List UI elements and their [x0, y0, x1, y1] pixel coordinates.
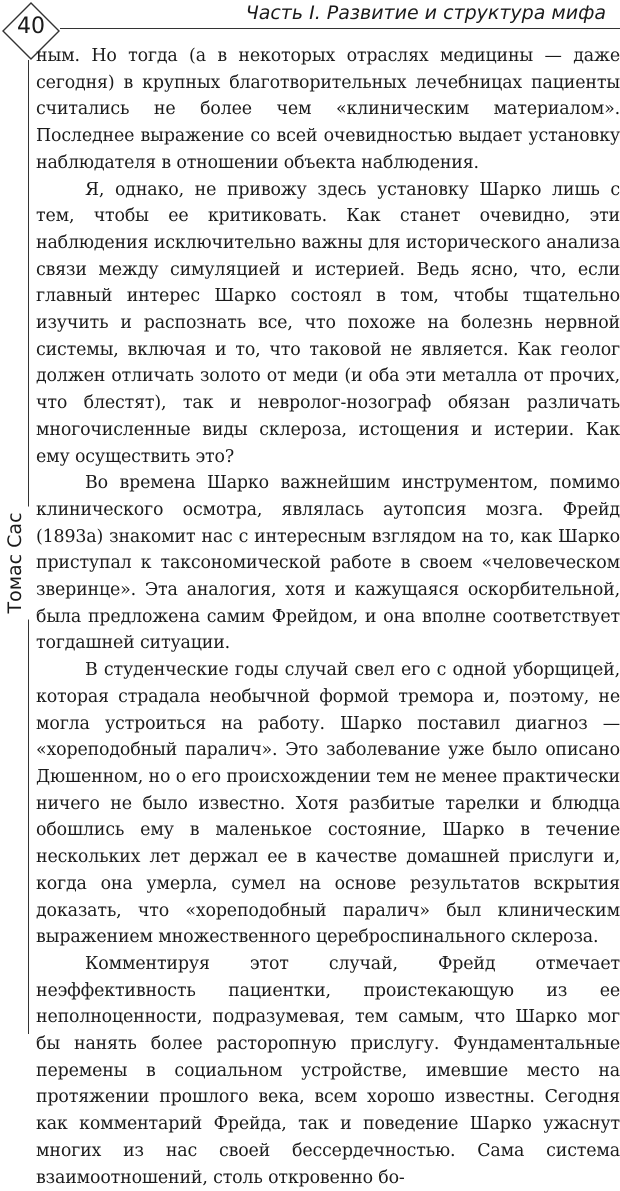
running-header: Часть I. Развитие и структура мифа — [60, 0, 620, 29]
author-sidebar-label: Томас Сас — [0, 506, 30, 619]
paragraph: Во времена Шарко важнейшим инструментом, помимо клинического осмотра, являлась аутопсия мозга. Фрейд (1893а) знакомит нас с интересным взглядом на то, как Шарко приступал к таксономической работе в своем «человеческом зверинце». Эта аналогия, хотя и кажущаяся оскорбительной, была предложена самим Фрейдом, и она вполне соответствует тогдашней ситуации. — [36, 473, 620, 654]
paragraph: Я, однако, не привожу здесь установку Шарко лишь с тем, чтобы ее критиковать. Как станет очевидно, эти наблюдения исключительно важны для исторического анализа связи между симуляцией и истерией. Ведь ясно, что, если главный интерес Шарко состоял в том, чтобы тщательно изучить и распознать все, что похоже на болезнь нервной системы, включая и то, что таковой не является. Как геолог должен отличать золото от меди (и оба эти металла от прочих, что блестят), так и невролог-нозограф обязан различать многочисленные виды склероза, истощения и истерии. Как ему осуществить это? — [36, 179, 620, 467]
paragraph: В студенческие годы случай свел его с одной уборщицей, которая страдала необычной формой тремора и, поэтому, не могла устроиться на работу. Шарко поставил диагноз — «хореподобный паралич». Это заболевание уже было описано Дюшенном, но о его происхождении тем не менее практически ничего не было известно. Хотя разбитые тарелки и блюдца обошлись ему в маленькое состояние, Шарко в течение нескольких лет держал ее в качестве домашней прислуги и, когда она умерла, сумел на основе результатов вскрытия доказать, что «хореподобный паралич» был клиническим выражением множественного цереброспинального склероза. — [36, 660, 620, 948]
paragraph: Комментируя этот случай, Фрейд отмечает неэффективность пациентки, проистекающую из ее неполноценности, подразумевая, тем самым, что Шарко мог бы нанять более расторопную прислугу. Фундаментальные перемены в социальном устройстве, имевшие место на протяжении прошлого века, всем хорошо известны. Сегодня как комментарий Фрейда, так и поведение Шарко ужаснут многих из нас своей бессердечностью. Сама система взаимоотношений, столь откровенно бо- — [36, 953, 620, 1188]
body-text — [36, 43, 620, 1191]
page-number: 40 — [17, 14, 45, 39]
paragraph: ным. Но тогда (а в некоторых отраслях медицины — даже сегодня) в крупных благотворительных лечебницах пациенты считались не более чем «клиническим материалом». Последнее выражение со всей очевидностью выдает установку наблюдателя в отношении объекта наблюдения. — [36, 46, 620, 173]
